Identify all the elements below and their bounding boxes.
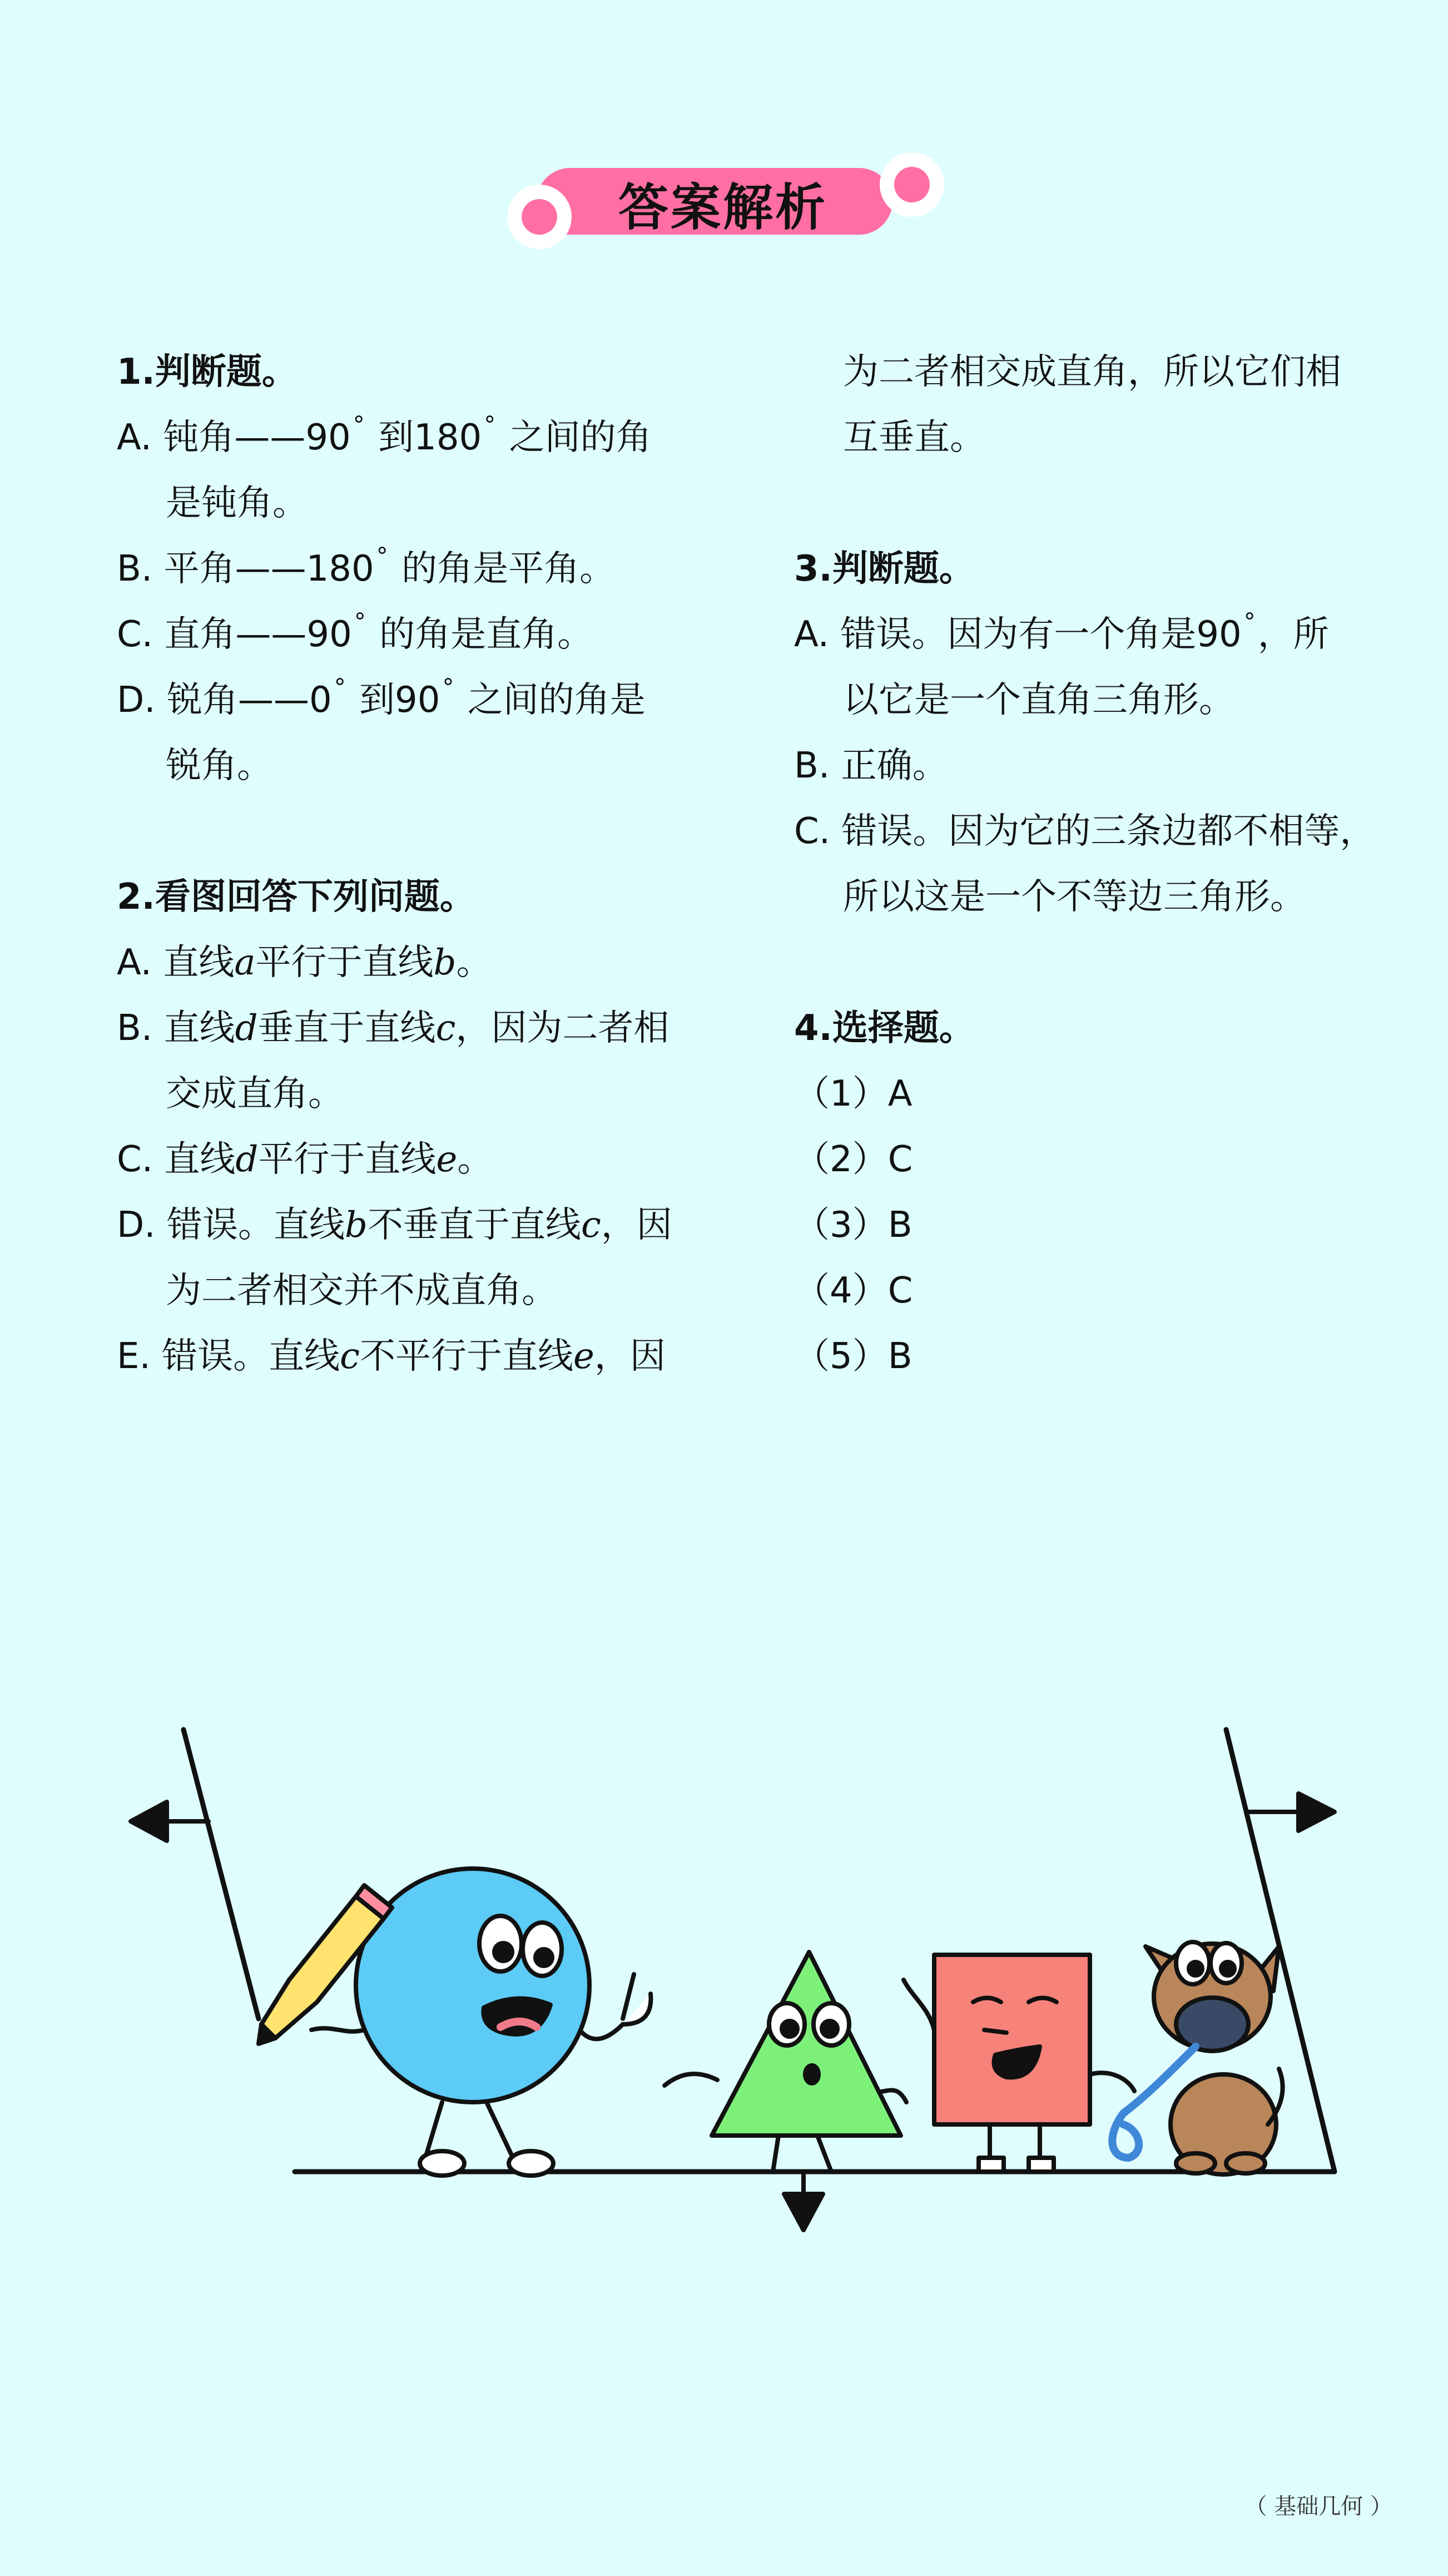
geometry-characters-illustration — [0, 1713, 1448, 2252]
q1-answer-d: D. 锐角——0° 到90° 之间的角是 — [117, 673, 646, 721]
q1-answer-c: C. 直角——90° 的角是直角。 — [117, 608, 593, 655]
q1-answer-b: B. 平角——180° 的角是平角。 — [117, 542, 616, 589]
q1-heading: 1.判断题。 — [117, 351, 297, 393]
q4-answer-2: （2）C — [794, 1139, 913, 1180]
page-title: 答案解析 — [618, 179, 827, 237]
q2-answer-e-cont1: 为二者相交成直角，所以它们相 — [843, 351, 1341, 393]
q1-answer-d-cont: 锐角。 — [166, 745, 272, 786]
q1-answer-a-cont: 是钝角。 — [166, 483, 308, 524]
right-column — [794, 339, 1375, 1389]
q4-answer-3: （3）B — [794, 1205, 913, 1246]
q2-answer-b: B. 直线d垂直于直线c，因为二者相 — [117, 1008, 670, 1049]
triangle-character — [665, 1952, 906, 2172]
square-character — [904, 1955, 1134, 2172]
arrow-right-icon — [1298, 1794, 1335, 1831]
q3-answer-a-cont: 以它是一个直角三角形。 — [843, 680, 1234, 721]
q2-answer-d: D. 错误。直线b不垂直于直线c，因 — [117, 1205, 672, 1246]
q2-answer-d-cont: 为二者相交并不成直角。 — [166, 1270, 557, 1311]
q3-answer-c-cont: 所以这是一个不等边三角形。 — [843, 876, 1306, 918]
arrow-left-icon — [131, 1802, 167, 1841]
left-ray — [184, 1730, 259, 2019]
q3-answer-c: C. 错误。因为它的三条边都不相等， — [794, 811, 1376, 852]
q2-answer-a: A. 直线a平行于直线b。 — [117, 942, 492, 983]
dog-character — [1145, 1942, 1283, 2174]
q4-answer-5: （5）B — [794, 1336, 913, 1377]
arrow-down-icon — [784, 2194, 823, 2230]
q2-answer-c: C. 直线d平行于直线e。 — [117, 1139, 493, 1180]
q1-answer-a: A. 钝角——90° 到180° 之间的角 — [117, 411, 652, 458]
q3-heading: 3.判断题。 — [794, 548, 975, 589]
footer-label: （ 基础几何 ） — [1244, 2494, 1392, 2519]
q2-answer-e-cont2: 互垂直。 — [843, 417, 985, 458]
q3-answer-a: A. 错误。因为有一个角是90°，所 — [794, 608, 1329, 655]
q2-answer-e: E. 错误。直线c不平行于直线e，因 — [117, 1336, 666, 1377]
q4-heading: 4.选择题。 — [794, 1008, 975, 1049]
q4-answer-4: （4）C — [794, 1270, 913, 1311]
q3-answer-b: B. 正确。 — [794, 745, 948, 786]
q2-answer-b-cont: 交成直角。 — [166, 1073, 344, 1114]
q4-answer-1: （1）A — [794, 1073, 913, 1114]
q2-heading: 2.看图回答下列问题。 — [117, 876, 475, 918]
left-column — [117, 339, 672, 1389]
